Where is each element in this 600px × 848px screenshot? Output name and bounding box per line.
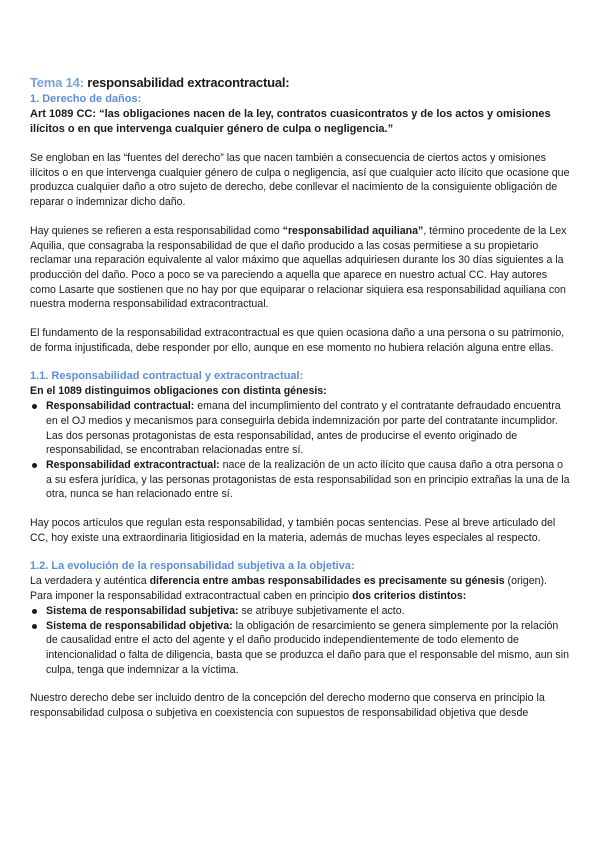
list-item [30, 619, 570, 678]
bullet-list-sistemas [30, 604, 570, 678]
text-run: (origen). [504, 575, 547, 588]
list-text: la obligación de resarcimiento se genera simplemente por la relación de causalidad entre el acto del agente y el daño producido independientemente de todo elemento de intencionalidad o falta de diligencia, basta que se produzca el daño para que el responsable del mismo, aun sin culpa, tenga que indemnizar a la víctima. [46, 619, 569, 676]
section-heading-1-1: 1.1. Responsabilidad contractual y extracontractual: [30, 370, 304, 383]
document-title [30, 74, 570, 92]
article-quote: Art 1089 CC: “las obligaciones nacen de la ley, contratos cuasicontratos y de los actos y omisiones ilícitos o en que intervenga cualquier género de culpa o negligencia.” [30, 108, 551, 135]
section-heading-1-2: 1.2. La evolución de la responsabilidad subjetiva a la objetiva: [30, 560, 355, 573]
bold-lead: En el 1089 distinguimos obligaciones con distinta génesis: [30, 385, 327, 398]
list-item [30, 458, 570, 502]
paragraph-derecho-moderno: Nuestro derecho debe ser incluido dentro de la concepción del derecho moderno que conserva en principio la responsabilidad culposa o subjetiva en coexistencia con supuestos de responsabilidad objetiva que desde [30, 692, 545, 720]
text-run: , término procedente de la Lex Aquilia, que consagraba la responsabilidad de que el daño producido a las cosas permitiese a su propietario reclamar una reparación equivalente al valor máximo que aquellas adquiriesen durante los 30 días siguientes a la producción del daño. Poco a poco se va pareciendo a aquella que aparece en nuestro actual CC. Hay autores como Lasarte que sostienen que no hay por que equiparar o relacionar siquiera esa responsabilidad aquiliana con nuestra moderna responsabilidad extracontractual. [30, 224, 567, 311]
bullet-list-responsabilidades [30, 399, 570, 502]
bullet-icon [32, 624, 37, 629]
paragraph-fuentes: Se engloban en las “fuentes del derecho” las que nacen también a consecuencia de ciertos actos y omisiones ilícitos o en que intervenga cualquier género de culpa o negligencia, así que cualquier acto ilícito que ocasione que produzca cualquier daño a otro sujeto de derecho, debe conllevar el nacimiento de la consiguiente obligación de reparar o indemnizar dicho daño. [30, 152, 570, 209]
paragraph-articulos: Hay pocos artículos que regulan esta responsabilidad, y también pocas sentencias. Pese al breve articulado del CC, hoy existe una extraordinaria litigiosidad en la materia, además de muchas leyes especiales al respecto. [30, 517, 556, 544]
list-term: Sistema de responsabilidad subjetiva: [46, 604, 239, 617]
list-term: Responsabilidad extracontractual: [46, 458, 220, 471]
paragraph-fundamento: El fundamento de la responsabilidad extracontractual es que quien ocasiona daño a una persona o su patrimonio, de forma injustificada, debe responder por ello, aunque en ese momento no hubiera relación alguna entre ellas. [30, 327, 565, 354]
list-text: nace de la realización de un acto ilícito que causa daño a otra persona o a su esfera jurídica, y las personas protagonistas de esta responsabilidad son en principio extrañas la una de la otra, nunca se han relacionado entre sí. [46, 458, 570, 501]
list-term: Sistema de responsabilidad objetiva: [46, 619, 233, 632]
text-run: Para imponer la responsabilidad extracontractual caben en principio [30, 590, 353, 603]
bullet-icon [32, 463, 37, 468]
paragraph-diferencia [30, 574, 570, 589]
text-run: La verdadera y auténtica [30, 575, 150, 588]
lead-text [30, 384, 570, 399]
list-text: se atribuye subjetivamente el acto. [238, 604, 405, 617]
bullet-icon [32, 404, 37, 409]
text-run: Hay quienes se refieren a esta responsabilidad como [30, 224, 283, 237]
paragraph-criterios [30, 589, 570, 604]
list-text: emana del incumplimiento del contrato y el contratante defraudado encuentra en el OJ medios y mecanismos para conseguirla debida indemnización por parte del contratante incumplidor. Las dos personas protagonistas de esta responsabilidad, antes de producirse el evento originado de responsabilidad, se encontraban relacionadas entre sí. [46, 400, 561, 457]
title-text: responsabilidad extracontractual: [83, 75, 290, 90]
section-heading-1: 1. Derecho de daños: [30, 93, 142, 105]
list-item [30, 604, 570, 619]
bold-term: dos criterios distintos: [352, 590, 467, 603]
list-term: Responsabilidad contractual: [46, 400, 195, 413]
list-item [30, 399, 570, 458]
bullet-icon [32, 609, 37, 614]
title-number: Tema 14: [30, 75, 84, 90]
bold-term: diferencia entre ambas responsabilidades es precisamente su génesis [149, 575, 505, 588]
bold-term: “responsabilidad aquiliana” [282, 224, 424, 237]
paragraph-aquiliana [30, 224, 570, 312]
